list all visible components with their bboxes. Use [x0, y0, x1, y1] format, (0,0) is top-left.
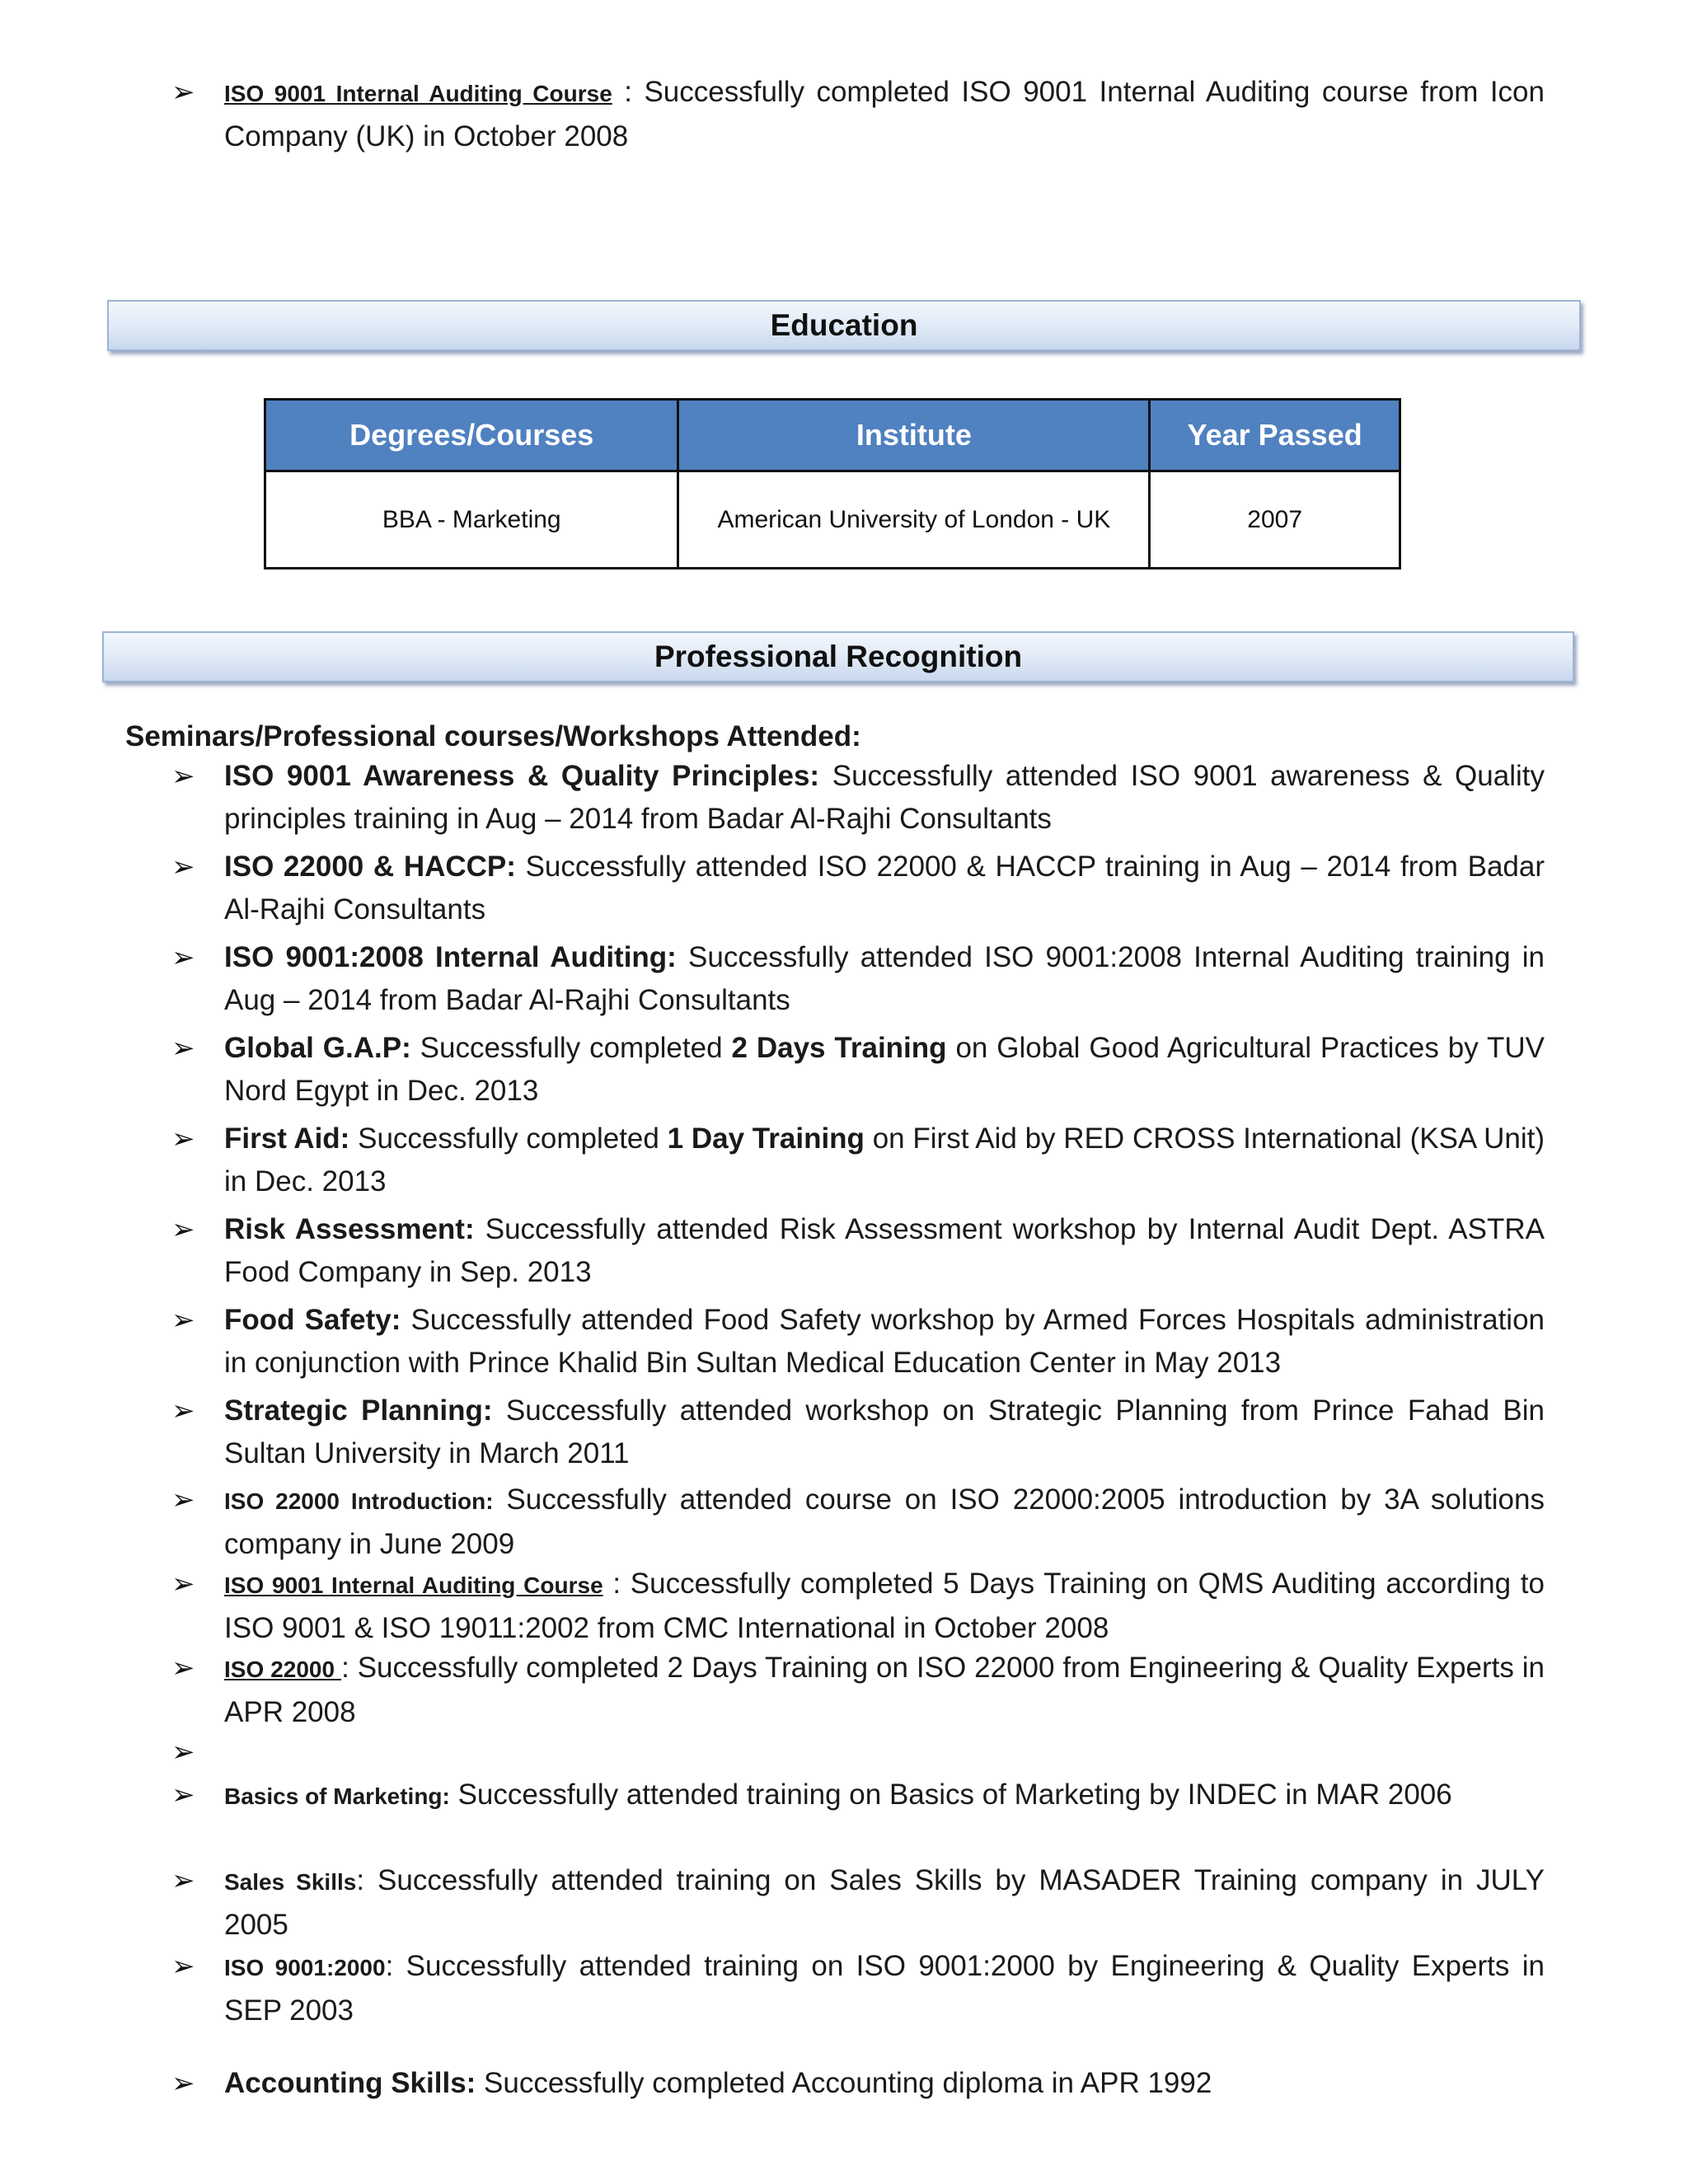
list-item — [171, 1027, 1545, 1113]
item-label: Sales Skills — [224, 1869, 357, 1895]
arrow-bullet-icon: ➢ — [171, 761, 195, 792]
arrow-bullet-icon: ➢ — [171, 1951, 195, 1982]
item-label: ISO 9001 Awareness & Quality Principles: — [224, 760, 820, 792]
list-item — [171, 1563, 1545, 1650]
list-item — [171, 1390, 1545, 1475]
list-item — [171, 1859, 1545, 1947]
column-header-institute: Institute — [678, 400, 1150, 471]
recognition-section-header: Professional Recognition — [102, 631, 1574, 682]
item-text: Successfully completed Accounting diploma in APR 1992 — [476, 2067, 1212, 2099]
arrow-bullet-icon: ➢ — [171, 2068, 195, 2099]
item-text: : Successfully completed 2 Days Training on ISO 22000 from Engineering & Quality Experts in APR 2008 — [224, 1652, 1545, 1728]
column-header-degrees: Degrees/Courses — [265, 400, 678, 471]
item-text: Successfully attended ISO 9001 awareness & Quality principles training in Aug – 2014 from Badar Al-Rajhi Consultants — [224, 760, 1545, 835]
item-label: Global G.A.P: — [224, 1032, 411, 1064]
item-label: Basics of Marketing: — [224, 1783, 450, 1809]
item-text: Successfully completed — [349, 1122, 668, 1155]
list-item — [171, 1945, 1545, 2032]
arrow-bullet-icon: ➢ — [171, 1305, 195, 1336]
item-text: Successfully attended course on ISO 22000:2005 introduction by 3A solutions company in June 2009 — [224, 1483, 1545, 1560]
arrow-bullet-icon: ➢ — [171, 1568, 195, 1600]
seminars-subheading: Seminars/Professional courses/Workshops Attended: — [125, 720, 861, 752]
cell-degree: BBA - Marketing — [265, 471, 678, 569]
arrow-bullet-icon: ➢ — [171, 1779, 195, 1811]
item-label: Strategic Planning: — [224, 1394, 493, 1427]
item-label: ISO 9001 Internal Auditing Course — [224, 1572, 603, 1598]
arrow-bullet-icon: ➢ — [171, 77, 195, 108]
item-label: Accounting Skills: — [224, 2067, 476, 2099]
cell-year: 2007 — [1150, 471, 1400, 569]
item-label: ISO 9001:2008 Internal Auditing: — [224, 941, 677, 973]
education-table — [264, 398, 1401, 569]
item-text: : Successfully completed ISO 9001 Internal Auditing course from Icon Company (UK) in October 2008 — [224, 76, 1545, 152]
list-item — [171, 1647, 1545, 1734]
item-label: ISO 22000 — [224, 1657, 342, 1682]
list-item — [171, 936, 1545, 1022]
arrow-bullet-icon: ➢ — [171, 1395, 195, 1427]
list-item — [171, 71, 1545, 158]
item-text: : Successfully attended training on ISO 9001:2000 by Engineering & Quality Experts in SEP 2003 — [224, 1950, 1545, 2027]
list-item — [171, 2062, 1545, 2105]
item-text: : Successfully completed 5 Days Training on QMS Auditing according to ISO 9001 & ISO 19011:2002 from CMC International in October 2008 — [224, 1568, 1545, 1644]
item-label: ISO 9001 Internal Auditing Course — [224, 81, 612, 106]
item-text-2: on First Aid by RED CROSS International (KSA Unit) in Dec. 2013 — [224, 1122, 1545, 1197]
item-text: Successfully attended workshop on Strategic Planning from Prince Fahad Bin Sultan University in March 2011 — [224, 1394, 1545, 1469]
item-text: Successfully attended Food Safety workshop by Armed Forces Hospitals administration in conjunction with Prince Khalid Bin Sultan Medical Education Center in May 2013 — [224, 1304, 1545, 1379]
item-label: ISO 9001:2000 — [224, 1955, 386, 1980]
arrow-bullet-icon: ➢ — [171, 1484, 195, 1516]
education-section-header: Education — [107, 300, 1581, 351]
list-item — [171, 846, 1545, 931]
item-text: Successfully attended ISO 22000 & HACCP training in Aug – 2014 from Badar Al-Rajhi Consultants — [224, 851, 1545, 926]
list-item — [171, 1774, 1545, 1818]
item-text: Successfully attended ISO 9001:2008 Internal Auditing training in Aug – 2014 from Badar Al-Rajhi Consultants — [224, 941, 1545, 1016]
arrow-bullet-icon: ➢ — [171, 1214, 195, 1245]
column-header-year: Year Passed — [1150, 400, 1400, 471]
item-label: ISO 22000 & HACCP: — [224, 851, 516, 883]
arrow-bullet-icon: ➢ — [171, 1652, 195, 1684]
arrow-bullet-icon: ➢ — [171, 1865, 195, 1896]
item-text: : Successfully attended training on Sales Skills by MASADER Training company in JULY 2005 — [224, 1864, 1545, 1941]
table-row — [265, 471, 1400, 569]
item-text: Successfully attended Risk Assessment workshop by Internal Audit Dept. ASTRA Food Company in Sep. 2013 — [224, 1213, 1545, 1288]
list-item — [171, 755, 1545, 841]
item-emphasis: 1 Day Training — [667, 1122, 865, 1155]
item-text: Successfully attended training on Basics of Marketing by INDEC in MAR 2006 — [449, 1779, 1452, 1811]
list-item — [171, 1299, 1545, 1385]
cell-institute: American University of London - UK — [678, 471, 1150, 569]
list-item — [171, 1118, 1545, 1203]
item-label: Risk Assessment: — [224, 1213, 475, 1245]
list-item — [171, 1479, 1545, 1566]
item-emphasis: 2 Days Training — [731, 1032, 947, 1064]
item-text-2: on Global Good Agricultural Practices by TUV Nord Egypt in Dec. 2013 — [224, 1032, 1545, 1107]
arrow-bullet-icon: ➢ — [171, 1033, 195, 1064]
item-label: First Aid: — [224, 1122, 350, 1155]
table-header-row — [265, 400, 1400, 471]
arrow-bullet-icon: ➢ — [171, 942, 195, 973]
arrow-bullet-icon: ➢ — [171, 1736, 195, 1768]
arrow-bullet-icon: ➢ — [171, 851, 195, 883]
item-label: ISO 22000 Introduction: — [224, 1488, 494, 1514]
arrow-bullet-icon: ➢ — [171, 1123, 195, 1155]
item-text: Successfully completed — [410, 1032, 732, 1064]
list-item — [171, 1208, 1545, 1294]
item-label: Food Safety: — [224, 1304, 401, 1336]
